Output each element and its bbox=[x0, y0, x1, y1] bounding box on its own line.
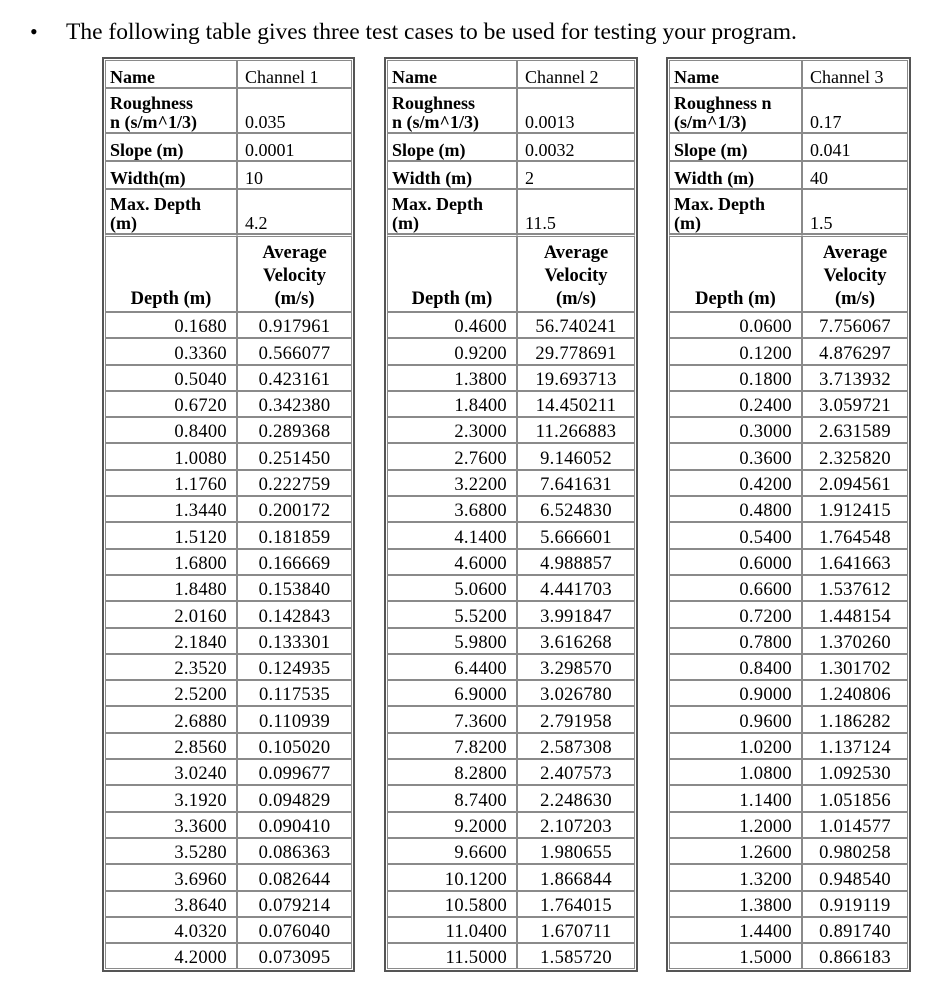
velocity-cell: 0.117535 bbox=[237, 680, 352, 706]
depth-cell: 5.9800 bbox=[387, 628, 517, 654]
depth-cell: 1.2600 bbox=[669, 838, 802, 864]
velocity-column-header: Average Velocity (m/s) bbox=[237, 234, 352, 312]
table-row bbox=[669, 575, 908, 601]
table-row bbox=[387, 680, 635, 706]
table-row bbox=[105, 601, 352, 627]
velocity-cell: 0.948540 bbox=[802, 864, 908, 890]
depth-cell: 1.0800 bbox=[669, 759, 802, 785]
velocity-cell: 29.778691 bbox=[517, 338, 635, 364]
velocity-cell: 0.866183 bbox=[802, 943, 908, 969]
table-row bbox=[669, 785, 908, 811]
roughness-row-value: 0.17 bbox=[802, 88, 908, 133]
depth-cell: 1.5120 bbox=[105, 522, 237, 548]
depth-cell: 1.1400 bbox=[669, 785, 802, 811]
velocity-cell: 0.980258 bbox=[802, 838, 908, 864]
max-depth-row bbox=[669, 189, 908, 234]
depth-cell: 0.8400 bbox=[105, 417, 237, 443]
depth-cell: 3.8640 bbox=[105, 891, 237, 917]
table-row bbox=[105, 943, 352, 969]
table-row bbox=[387, 759, 635, 785]
name-row-label: Name bbox=[387, 60, 517, 88]
table-row bbox=[387, 628, 635, 654]
velocity-cell: 1.912415 bbox=[802, 496, 908, 522]
name-row-label: Name bbox=[669, 60, 802, 88]
depth-cell: 6.9000 bbox=[387, 680, 517, 706]
depth-cell: 0.8400 bbox=[669, 654, 802, 680]
depth-cell: 3.2200 bbox=[387, 470, 517, 496]
width-row-label: Width (m) bbox=[669, 161, 802, 189]
width-row-label: Width (m) bbox=[387, 161, 517, 189]
slope-row-label: Slope (m) bbox=[669, 133, 802, 161]
velocity-cell: 1.186282 bbox=[802, 706, 908, 732]
table-row bbox=[387, 575, 635, 601]
table-row bbox=[105, 785, 352, 811]
depth-cell: 1.0200 bbox=[669, 733, 802, 759]
table-row bbox=[105, 575, 352, 601]
table-row bbox=[105, 812, 352, 838]
velocity-cell: 3.026780 bbox=[517, 680, 635, 706]
velocity-cell: 2.248630 bbox=[517, 785, 635, 811]
velocity-cell: 14.450211 bbox=[517, 391, 635, 417]
velocity-cell: 2.094561 bbox=[802, 470, 908, 496]
depth-cell: 2.1840 bbox=[105, 628, 237, 654]
table-row bbox=[387, 496, 635, 522]
velocity-cell: 3.713932 bbox=[802, 365, 908, 391]
table-row bbox=[105, 391, 352, 417]
velocity-cell: 0.086363 bbox=[237, 838, 352, 864]
depth-cell: 1.2000 bbox=[669, 812, 802, 838]
depth-cell: 0.2400 bbox=[669, 391, 802, 417]
velocity-cell: 0.142843 bbox=[237, 601, 352, 627]
velocity-cell: 1.092530 bbox=[802, 759, 908, 785]
table-row bbox=[387, 338, 635, 364]
table-row bbox=[669, 549, 908, 575]
width-row bbox=[105, 161, 352, 189]
depth-cell: 1.5000 bbox=[669, 943, 802, 969]
table-row bbox=[669, 706, 908, 732]
velocity-cell: 0.099677 bbox=[237, 759, 352, 785]
velocity-cell: 0.200172 bbox=[237, 496, 352, 522]
table-row bbox=[387, 365, 635, 391]
table-row bbox=[387, 654, 635, 680]
velocity-cell: 1.764548 bbox=[802, 522, 908, 548]
table-row bbox=[387, 785, 635, 811]
velocity-cell: 5.666601 bbox=[517, 522, 635, 548]
velocity-cell: 1.764015 bbox=[517, 891, 635, 917]
column-header-row bbox=[105, 234, 352, 312]
velocity-cell: 1.641663 bbox=[802, 549, 908, 575]
depth-cell: 9.2000 bbox=[387, 812, 517, 838]
velocity-cell: 4.988857 bbox=[517, 549, 635, 575]
table-row bbox=[387, 943, 635, 969]
roughness-row-label: Roughness n (s/m^1/3) bbox=[387, 88, 517, 133]
depth-column-header: Depth (m) bbox=[105, 234, 237, 312]
width-row-value: 2 bbox=[517, 161, 635, 189]
name-row bbox=[387, 60, 635, 88]
intro-line bbox=[30, 18, 797, 46]
channel-3-table bbox=[666, 57, 911, 972]
velocity-cell: 19.693713 bbox=[517, 365, 635, 391]
depth-cell: 0.7800 bbox=[669, 628, 802, 654]
depth-cell: 0.4200 bbox=[669, 470, 802, 496]
depth-cell: 0.0600 bbox=[669, 312, 802, 338]
velocity-cell: 0.079214 bbox=[237, 891, 352, 917]
table-row bbox=[105, 496, 352, 522]
max-depth-row-value: 11.5 bbox=[517, 189, 635, 234]
velocity-cell: 0.919119 bbox=[802, 891, 908, 917]
table-row bbox=[669, 496, 908, 522]
velocity-cell: 11.266883 bbox=[517, 417, 635, 443]
name-row bbox=[105, 60, 352, 88]
table-row bbox=[105, 628, 352, 654]
velocity-cell: 4.876297 bbox=[802, 338, 908, 364]
velocity-cell: 6.524830 bbox=[517, 496, 635, 522]
depth-cell: 0.4800 bbox=[669, 496, 802, 522]
velocity-cell: 0.133301 bbox=[237, 628, 352, 654]
table-row bbox=[669, 443, 908, 469]
velocity-cell: 0.222759 bbox=[237, 470, 352, 496]
depth-cell: 0.6720 bbox=[105, 391, 237, 417]
velocity-cell: 1.240806 bbox=[802, 680, 908, 706]
depth-cell: 2.3000 bbox=[387, 417, 517, 443]
name-row-value: Channel 3 bbox=[802, 60, 908, 88]
velocity-cell: 0.917961 bbox=[237, 312, 352, 338]
table-row bbox=[669, 891, 908, 917]
depth-cell: 3.1920 bbox=[105, 785, 237, 811]
table-row bbox=[669, 838, 908, 864]
velocity-cell: 2.325820 bbox=[802, 443, 908, 469]
width-row bbox=[669, 161, 908, 189]
depth-cell: 3.3600 bbox=[105, 812, 237, 838]
table-row bbox=[669, 943, 908, 969]
table-row bbox=[105, 443, 352, 469]
velocity-cell: 0.124935 bbox=[237, 654, 352, 680]
column-header-row bbox=[669, 234, 908, 312]
max-depth-row-label: Max. Depth (m) bbox=[105, 189, 237, 234]
table-row bbox=[105, 654, 352, 680]
table-row bbox=[105, 838, 352, 864]
channel-table-body bbox=[105, 60, 352, 969]
table-row bbox=[105, 365, 352, 391]
roughness-row-value: 0.0013 bbox=[517, 88, 635, 133]
table-row bbox=[669, 391, 908, 417]
roughness-row bbox=[105, 88, 352, 133]
max-depth-row-value: 1.5 bbox=[802, 189, 908, 234]
table-row bbox=[105, 338, 352, 364]
table-row bbox=[387, 443, 635, 469]
depth-cell: 4.1400 bbox=[387, 522, 517, 548]
table-row bbox=[387, 864, 635, 890]
column-header-row bbox=[387, 234, 635, 312]
slope-row bbox=[105, 133, 352, 161]
depth-cell: 4.2000 bbox=[105, 943, 237, 969]
depth-cell: 3.6800 bbox=[387, 496, 517, 522]
velocity-cell: 9.146052 bbox=[517, 443, 635, 469]
depth-cell: 0.3360 bbox=[105, 338, 237, 364]
name-row-label: Name bbox=[105, 60, 237, 88]
table-row bbox=[387, 812, 635, 838]
velocity-cell: 0.251450 bbox=[237, 443, 352, 469]
table-row bbox=[105, 680, 352, 706]
table-row bbox=[669, 338, 908, 364]
velocity-cell: 0.166669 bbox=[237, 549, 352, 575]
depth-cell: 11.5000 bbox=[387, 943, 517, 969]
depth-cell: 2.0160 bbox=[105, 601, 237, 627]
table-row bbox=[387, 838, 635, 864]
depth-cell: 2.7600 bbox=[387, 443, 517, 469]
table-row bbox=[105, 417, 352, 443]
table-row bbox=[669, 759, 908, 785]
table-row bbox=[105, 759, 352, 785]
table-row bbox=[387, 733, 635, 759]
velocity-cell: 0.153840 bbox=[237, 575, 352, 601]
depth-cell: 0.1800 bbox=[669, 365, 802, 391]
depth-cell: 0.1200 bbox=[669, 338, 802, 364]
velocity-cell: 2.407573 bbox=[517, 759, 635, 785]
roughness-row bbox=[387, 88, 635, 133]
velocity-cell: 0.181859 bbox=[237, 522, 352, 548]
max-depth-row-label: Max. Depth (m) bbox=[669, 189, 802, 234]
depth-cell: 0.9600 bbox=[669, 706, 802, 732]
table-row bbox=[669, 628, 908, 654]
table-row bbox=[105, 706, 352, 732]
depth-cell: 3.5280 bbox=[105, 838, 237, 864]
width-row-value: 10 bbox=[237, 161, 352, 189]
max-depth-row-value: 4.2 bbox=[237, 189, 352, 234]
depth-cell: 1.6800 bbox=[105, 549, 237, 575]
table-row bbox=[387, 917, 635, 943]
depth-cell: 0.3600 bbox=[669, 443, 802, 469]
roughness-row bbox=[669, 88, 908, 133]
slope-row bbox=[669, 133, 908, 161]
depth-cell: 1.1760 bbox=[105, 470, 237, 496]
table-row bbox=[387, 417, 635, 443]
velocity-cell: 3.991847 bbox=[517, 601, 635, 627]
channel-table-body bbox=[669, 60, 908, 969]
table-row bbox=[105, 549, 352, 575]
velocity-cell: 0.110939 bbox=[237, 706, 352, 732]
roughness-row-label: Roughness n (s/m^1/3) bbox=[669, 88, 802, 133]
table-row bbox=[669, 680, 908, 706]
roughness-row-value: 0.035 bbox=[237, 88, 352, 133]
velocity-cell: 0.566077 bbox=[237, 338, 352, 364]
depth-cell: 1.8480 bbox=[105, 575, 237, 601]
depth-cell: 0.9000 bbox=[669, 680, 802, 706]
velocity-cell: 2.107203 bbox=[517, 812, 635, 838]
table-row bbox=[669, 470, 908, 496]
velocity-cell: 2.631589 bbox=[802, 417, 908, 443]
velocity-cell: 2.587308 bbox=[517, 733, 635, 759]
depth-cell: 3.6960 bbox=[105, 864, 237, 890]
depth-cell: 7.8200 bbox=[387, 733, 517, 759]
velocity-cell: 0.289368 bbox=[237, 417, 352, 443]
velocity-cell: 1.051856 bbox=[802, 785, 908, 811]
depth-cell: 0.9200 bbox=[387, 338, 517, 364]
velocity-cell: 1.137124 bbox=[802, 733, 908, 759]
channel-2-table bbox=[384, 57, 638, 972]
table-row bbox=[387, 522, 635, 548]
velocity-cell: 0.105020 bbox=[237, 733, 352, 759]
depth-cell: 1.3800 bbox=[387, 365, 517, 391]
table-row bbox=[669, 522, 908, 548]
table-row bbox=[105, 733, 352, 759]
depth-cell: 3.0240 bbox=[105, 759, 237, 785]
width-row-label: Width(m) bbox=[105, 161, 237, 189]
depth-column-header: Depth (m) bbox=[387, 234, 517, 312]
table-row bbox=[669, 654, 908, 680]
max-depth-row bbox=[387, 189, 635, 234]
depth-cell: 0.7200 bbox=[669, 601, 802, 627]
depth-cell: 0.6600 bbox=[669, 575, 802, 601]
table-row bbox=[105, 864, 352, 890]
table-row bbox=[387, 706, 635, 732]
depth-cell: 0.1680 bbox=[105, 312, 237, 338]
table-row bbox=[669, 365, 908, 391]
slope-row-value: 0.0032 bbox=[517, 133, 635, 161]
depth-column-header: Depth (m) bbox=[669, 234, 802, 312]
depth-cell: 1.0080 bbox=[105, 443, 237, 469]
name-row-value: Channel 2 bbox=[517, 60, 635, 88]
intro-text: The following table gives three test cases to be used for testing your program. bbox=[66, 19, 797, 45]
depth-cell: 4.6000 bbox=[387, 549, 517, 575]
velocity-cell: 1.301702 bbox=[802, 654, 908, 680]
depth-cell: 8.2800 bbox=[387, 759, 517, 785]
depth-cell: 2.3520 bbox=[105, 654, 237, 680]
depth-cell: 0.4600 bbox=[387, 312, 517, 338]
depth-cell: 2.8560 bbox=[105, 733, 237, 759]
depth-cell: 4.0320 bbox=[105, 917, 237, 943]
velocity-cell: 0.073095 bbox=[237, 943, 352, 969]
velocity-cell: 2.791958 bbox=[517, 706, 635, 732]
table-row bbox=[387, 391, 635, 417]
velocity-cell: 1.370260 bbox=[802, 628, 908, 654]
velocity-cell: 7.641631 bbox=[517, 470, 635, 496]
bullet-icon: • bbox=[30, 19, 38, 44]
slope-row-value: 0.041 bbox=[802, 133, 908, 161]
depth-cell: 10.1200 bbox=[387, 864, 517, 890]
max-depth-row bbox=[105, 189, 352, 234]
table-row bbox=[105, 522, 352, 548]
velocity-cell: 1.670711 bbox=[517, 917, 635, 943]
depth-cell: 8.7400 bbox=[387, 785, 517, 811]
name-row-value: Channel 1 bbox=[237, 60, 352, 88]
velocity-cell: 3.298570 bbox=[517, 654, 635, 680]
depth-cell: 1.3800 bbox=[669, 891, 802, 917]
velocity-cell: 0.082644 bbox=[237, 864, 352, 890]
velocity-cell: 1.537612 bbox=[802, 575, 908, 601]
depth-cell: 1.3440 bbox=[105, 496, 237, 522]
table-row bbox=[105, 470, 352, 496]
depth-cell: 2.5200 bbox=[105, 680, 237, 706]
name-row bbox=[669, 60, 908, 88]
depth-cell: 2.6880 bbox=[105, 706, 237, 732]
depth-cell: 9.6600 bbox=[387, 838, 517, 864]
table-row bbox=[669, 733, 908, 759]
table-row bbox=[105, 312, 352, 338]
max-depth-row-label: Max. Depth (m) bbox=[387, 189, 517, 234]
depth-cell: 0.5040 bbox=[105, 365, 237, 391]
velocity-cell: 0.076040 bbox=[237, 917, 352, 943]
velocity-cell: 1.585720 bbox=[517, 943, 635, 969]
table-row bbox=[387, 601, 635, 627]
table-row bbox=[669, 601, 908, 627]
velocity-cell: 3.616268 bbox=[517, 628, 635, 654]
velocity-cell: 1.448154 bbox=[802, 601, 908, 627]
slope-row bbox=[387, 133, 635, 161]
depth-cell: 6.4400 bbox=[387, 654, 517, 680]
table-row bbox=[387, 470, 635, 496]
velocity-cell: 0.423161 bbox=[237, 365, 352, 391]
channel-1-table bbox=[102, 57, 355, 972]
velocity-cell: 0.090410 bbox=[237, 812, 352, 838]
table-row bbox=[669, 917, 908, 943]
table-row bbox=[669, 417, 908, 443]
width-row bbox=[387, 161, 635, 189]
depth-cell: 5.0600 bbox=[387, 575, 517, 601]
width-row-value: 40 bbox=[802, 161, 908, 189]
depth-cell: 1.4400 bbox=[669, 917, 802, 943]
table-row bbox=[387, 312, 635, 338]
velocity-cell: 1.866844 bbox=[517, 864, 635, 890]
velocity-cell: 0.891740 bbox=[802, 917, 908, 943]
velocity-cell: 0.342380 bbox=[237, 391, 352, 417]
slope-row-label: Slope (m) bbox=[105, 133, 237, 161]
velocity-cell: 3.059721 bbox=[802, 391, 908, 417]
velocity-column-header: Average Velocity (m/s) bbox=[802, 234, 908, 312]
velocity-column-header: Average Velocity (m/s) bbox=[517, 234, 635, 312]
depth-cell: 5.5200 bbox=[387, 601, 517, 627]
velocity-cell: 56.740241 bbox=[517, 312, 635, 338]
velocity-cell: 1.014577 bbox=[802, 812, 908, 838]
velocity-cell: 4.441703 bbox=[517, 575, 635, 601]
depth-cell: 0.5400 bbox=[669, 522, 802, 548]
roughness-row-label: Roughness n (s/m^1/3) bbox=[105, 88, 237, 133]
table-row bbox=[387, 891, 635, 917]
slope-row-label: Slope (m) bbox=[387, 133, 517, 161]
depth-cell: 0.6000 bbox=[669, 549, 802, 575]
table-row bbox=[669, 864, 908, 890]
table-row bbox=[105, 917, 352, 943]
depth-cell: 1.3200 bbox=[669, 864, 802, 890]
depth-cell: 7.3600 bbox=[387, 706, 517, 732]
velocity-cell: 0.094829 bbox=[237, 785, 352, 811]
channel-table-body bbox=[387, 60, 635, 969]
table-row bbox=[387, 549, 635, 575]
velocity-cell: 1.980655 bbox=[517, 838, 635, 864]
velocity-cell: 7.756067 bbox=[802, 312, 908, 338]
table-row bbox=[669, 312, 908, 338]
depth-cell: 1.8400 bbox=[387, 391, 517, 417]
depth-cell: 0.3000 bbox=[669, 417, 802, 443]
depth-cell: 11.0400 bbox=[387, 917, 517, 943]
slope-row-value: 0.0001 bbox=[237, 133, 352, 161]
table-row bbox=[669, 812, 908, 838]
table-row bbox=[105, 891, 352, 917]
depth-cell: 10.5800 bbox=[387, 891, 517, 917]
